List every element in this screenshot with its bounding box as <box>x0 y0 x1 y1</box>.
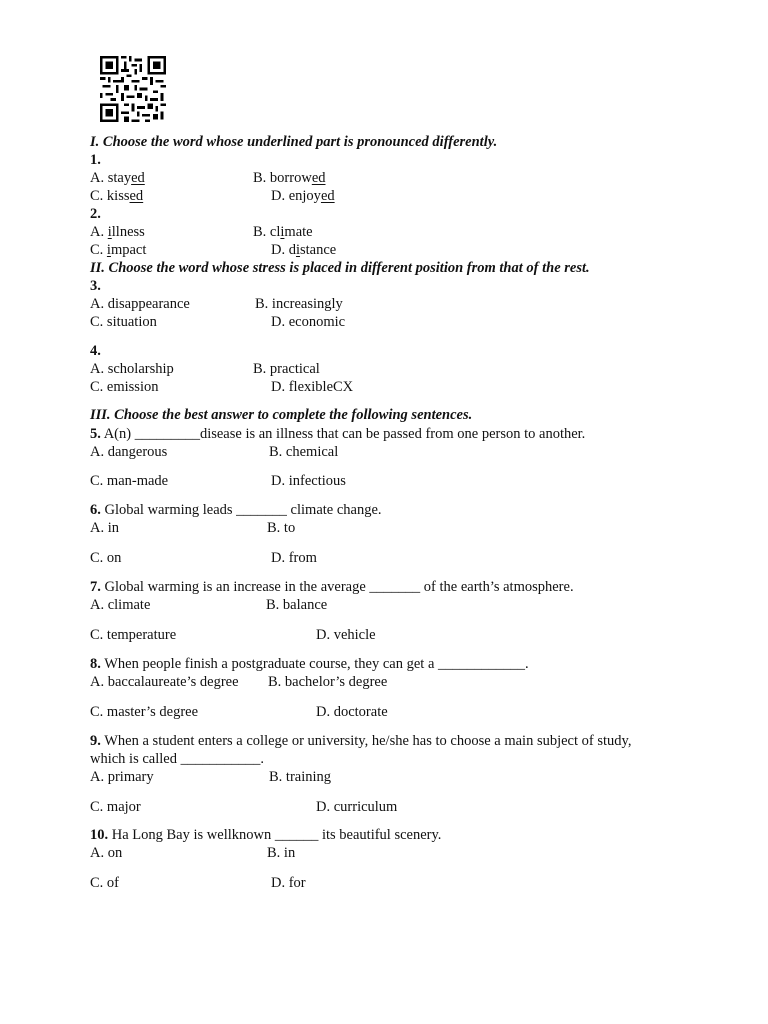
q6-option-a: A. in <box>90 520 119 536</box>
q4-option-c: C. emission <box>90 379 159 395</box>
q5-option-d: D. infectious <box>271 473 346 489</box>
question-2-number: 2. <box>90 206 101 222</box>
question-8-stem: 8. When people finish a postgraduate course, they can get a ____________. <box>90 656 529 672</box>
q9-option-b: B. training <box>269 769 332 785</box>
q10-option-c: C. of <box>90 875 119 891</box>
question-6-stem: 6. Global warming leads _______ climate change. <box>90 502 382 518</box>
q9-option-a: A. primary <box>90 769 154 785</box>
question-3-number: 3. <box>90 278 101 294</box>
q7-option-b: B. balance <box>266 597 328 613</box>
question-5-stem: 5. A(n) _________disease is an illness that can be passed from one person to another. <box>90 426 586 442</box>
q5-option-a: A. dangerous <box>90 444 168 460</box>
question-9-stem-continued: which is called ___________. <box>90 751 264 767</box>
q3-option-d: D. economic <box>271 314 346 330</box>
q2-option-d: D. distance <box>271 242 337 258</box>
q9-option-c: C. major <box>90 799 141 815</box>
q8-option-a: A. baccalaureate’s degree <box>90 674 239 690</box>
q9-option-d: D. curriculum <box>316 799 398 815</box>
qr-code-icon <box>100 56 166 122</box>
q3-option-b: B. increasingly <box>255 296 343 312</box>
q1-option-b: B. borrowed <box>253 170 326 186</box>
q6-option-d: D. from <box>271 550 317 566</box>
q8-option-d: D. doctorate <box>316 704 388 720</box>
q2-option-b: B. climate <box>253 224 313 240</box>
q5-option-c: C. man-made <box>90 473 169 489</box>
q1-option-d: D. enjoyed <box>271 188 335 204</box>
q4-option-b: B. practical <box>253 361 320 377</box>
q3-option-a: A. disappearance <box>90 296 190 312</box>
q10-option-a: A. on <box>90 845 123 861</box>
q8-option-c: C. master’s degree <box>90 704 199 720</box>
question-1-number: 1. <box>90 152 101 168</box>
section-2-heading: II. Choose the word whose stress is placed in different position from that of the rest. <box>90 260 590 276</box>
q2-option-c: C. impact <box>90 242 147 258</box>
q2-option-a: A. illness <box>90 224 145 240</box>
q4-option-a: A. scholarship <box>90 361 174 377</box>
q6-option-b: B. to <box>267 520 296 536</box>
q3-option-c: C. situation <box>90 314 157 330</box>
q10-option-d: D. for <box>271 875 306 891</box>
question-10-stem: 10. Ha Long Bay is wellknown ______ its beautiful scenery. <box>90 827 442 843</box>
question-4-number: 4. <box>90 343 101 359</box>
q6-option-c: C. on <box>90 550 122 566</box>
q1-option-c: C. kissed <box>90 188 144 204</box>
q5-option-b: B. chemical <box>269 444 339 460</box>
q4-option-d: D. flexibleCX <box>271 379 354 395</box>
q7-option-c: C. temperature <box>90 627 177 643</box>
q8-option-b: B. bachelor’s degree <box>268 674 388 690</box>
question-7-stem: 7. Global warming is an increase in the average _______ of the earth’s atmosphere. <box>90 579 574 595</box>
q7-option-d: D. vehicle <box>316 627 376 643</box>
q10-option-b: B. in <box>267 845 296 861</box>
section-1-heading: I. Choose the word whose underlined part is pronounced differently. <box>90 134 498 150</box>
q7-option-a: A. climate <box>90 597 151 613</box>
q1-option-a: A. stayed <box>90 170 145 186</box>
question-9-stem: 9. When a student enters a college or university, he/she has to choose a main subject of study, <box>90 733 632 749</box>
section-3-heading: III. Choose the best answer to complete the following sentences. <box>90 407 473 423</box>
